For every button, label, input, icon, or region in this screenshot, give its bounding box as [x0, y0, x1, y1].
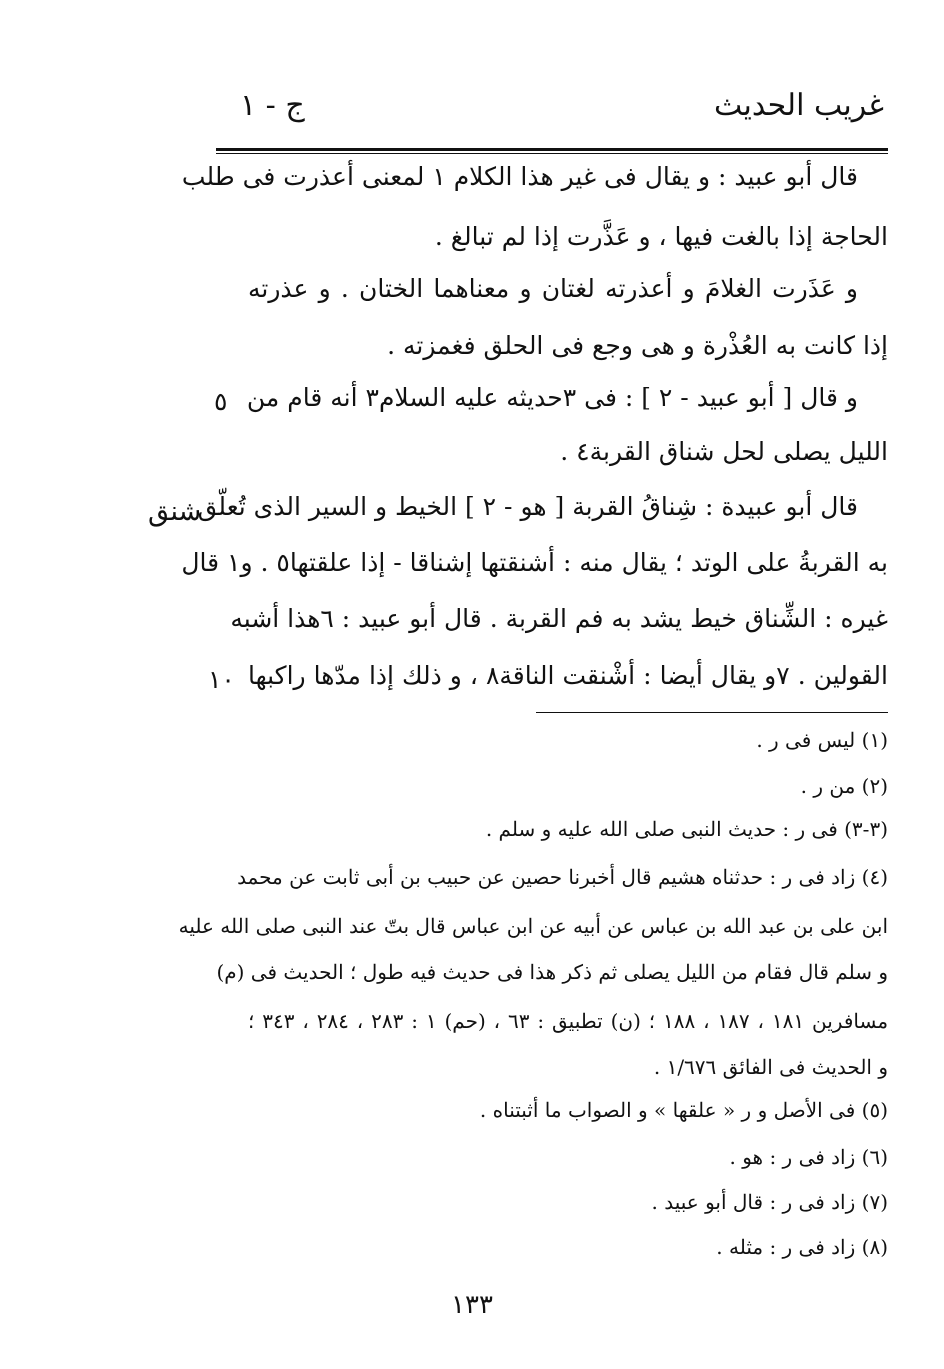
footnote-4-line-3: و سلم قال فقام من الليل يصلى ثم ذكر هذا فى حديث فيه طول ؛ الحديث فى (م) [216, 960, 888, 984]
footnote-4-line-2: ابن على بن عبد الله بن عباس عن أبيه عن ابن عباس قال بتّ عند النبى صلى الله عليه [178, 914, 888, 938]
margin-keyword: شنق [148, 496, 202, 527]
body-line-5: و قال [ أبو عبيد - ٢ ] : فى ٣حديثه عليه السلام٣ أنه قام من [246, 383, 858, 412]
footnote-7: (٧) زاد فى ر : قال أبو عبيد . [651, 1190, 888, 1214]
page-number: ١٣٣ [451, 1290, 493, 1320]
body-line-7: قال أبو عبيدة : شِناقُ القربة [ هو - ٢ ] الخيط و السير الذى تُعلّق [197, 492, 858, 521]
body-line-6: الليل يصلى لحل شناق القربة٤ . [560, 437, 888, 466]
footnote-8: (٨) زاد فى ر : مثله . [716, 1235, 888, 1259]
body-line-2: الحاجة إذا بالغت فيها ، و عَذَّرت إذا لم تبالغ . [434, 222, 888, 251]
header-rule [216, 148, 888, 151]
line-number-5: ٥ [214, 387, 228, 416]
body-line-1: قال أبو عبيد : و يقال فى غير هذا الكلام ١ لمعنى أعذرت فى طلب [181, 162, 858, 191]
body-line-3: و عَذَرت الغلامَ و أعذرته لغتان و معناهما الختان . و عذرته [248, 274, 858, 303]
footnote-rule [536, 712, 888, 713]
footnote-4-line-5: و الحديث فى الفائق ١/٦٧٦ . [653, 1055, 888, 1079]
footnote-6: (٦) زاد فى ر : هو . [729, 1145, 888, 1169]
body-line-4: إذا كانت به العُذْرة و هى وجع فى الحلق فغمزته . [387, 331, 888, 360]
running-header-title: غريب الحديث [714, 88, 884, 123]
running-header-volume: ج - ١ [240, 88, 305, 123]
footnote-4-line-1: (٤) زاد فى ر : حدثناه هشيم قال أخبرنا حصين عن حبيب بن أبى ثابت عن محمد [237, 865, 888, 889]
body-line-8: به القربةُ على الوتد ؛ يقال منه : أشنقتها إشناقا - إذا علقتها٥ . و١ قال [181, 548, 888, 577]
body-line-10: القولين . ٧و يقال أيضا : أشْنقت الناقة٨ ، و ذلك إذا مدّها راكبها [248, 661, 888, 690]
body-line-9: غيره : الشِّناق خيط يشد به فم القربة . قال أبو عبيد : ٦هذا أشبه [230, 604, 888, 633]
footnote-2: (٢) من ر . [800, 774, 888, 798]
footnote-1: (١) ليس فى ر . [756, 728, 888, 752]
footnote-4-line-4: مسافرين ١٨١ ، ١٨٧ ، ١٨٨ ؛ (ن) تطبيق : ٦٣ ، (حم) ١ : ٢٨٣ ، ٢٨٤ ، ٣٤٣ ؛ [248, 1009, 889, 1033]
header-rule-thin [216, 153, 888, 154]
line-number-10: ١٠ [208, 665, 235, 694]
footnote-3: (٣-٣) فى ر : حديث النبى صلى الله عليه و سلم . [485, 817, 888, 841]
footnote-5: (٥) فى الأصل و ر « علقها » و الصواب ما أثبتناه . [479, 1098, 888, 1122]
